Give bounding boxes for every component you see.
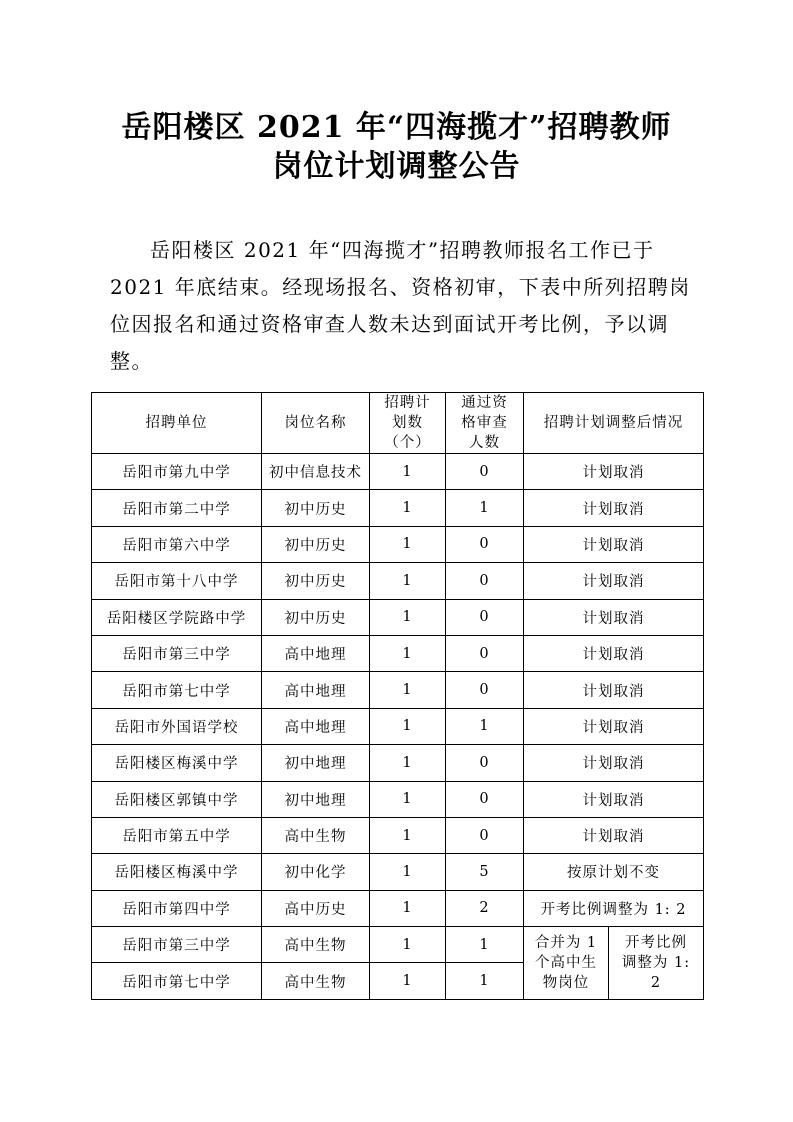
intro-line-1: 岳阳楼区 2021 年“四海揽才”招聘教师报名工作已于: [150, 238, 655, 262]
cell-unit: 岳阳楼区学院路中学: [92, 599, 262, 635]
table-row: [92, 599, 704, 635]
cell-passed: 0: [446, 781, 524, 817]
cell-post: 初中历史: [262, 563, 370, 599]
cell-post: 初中历史: [262, 599, 370, 635]
cell-passed: 1: [446, 927, 524, 963]
cell-passed: 0: [446, 745, 524, 781]
cell-passed: 1: [446, 490, 524, 526]
cell-passed: 0: [446, 526, 524, 562]
cell-result: 计划取消: [524, 781, 704, 817]
table-row: [92, 635, 704, 671]
table-row: [92, 708, 704, 744]
cell-post: 初中历史: [262, 526, 370, 562]
table-row: [92, 526, 704, 562]
intro-line-2: 2021 年底结束。经现场报名、资格初审，下表中所列招聘岗: [110, 275, 691, 299]
cell-result: 计划取消: [524, 708, 704, 744]
cell-unit: 岳阳市第二中学: [92, 490, 262, 526]
cell-plan: 1: [370, 817, 446, 853]
cell-passed: 1: [446, 963, 524, 999]
cell-result: 计划取消: [524, 672, 704, 708]
table-row: [92, 927, 704, 963]
cell-result: 计划取消: [524, 454, 704, 490]
cell-passed: 5: [446, 854, 524, 890]
cell-post: 高中生物: [262, 963, 370, 999]
table-row: [92, 672, 704, 708]
cell-unit: 岳阳市第五中学: [92, 817, 262, 853]
cell-passed: 2: [446, 890, 524, 926]
cell-unit: 岳阳市第九中学: [92, 454, 262, 490]
cell-plan: 1: [370, 745, 446, 781]
page-title-line1: 岳阳楼区 2021 年“四海揽才”招聘教师: [121, 110, 672, 145]
cell-passed: 0: [446, 672, 524, 708]
cell-passed: 0: [446, 817, 524, 853]
header-passed: 通过资格审查人数: [446, 393, 524, 454]
table-row: [92, 890, 704, 926]
cell-passed: 1: [446, 708, 524, 744]
cell-post: 高中历史: [262, 890, 370, 926]
cell-passed: 0: [446, 635, 524, 671]
table-row: [92, 781, 704, 817]
table-row: [92, 454, 704, 490]
cell-plan: 1: [370, 454, 446, 490]
cell-unit: 岳阳楼区郭镇中学: [92, 781, 262, 817]
cell-post: 初中历史: [262, 490, 370, 526]
header-unit: 招聘单位: [92, 393, 262, 454]
cell-plan: 1: [370, 599, 446, 635]
intro-line-4: 整。: [110, 349, 153, 373]
header-plan: 招聘计划数（个）: [370, 393, 446, 454]
cell-result: 开考比例调整为 1: 2: [524, 890, 704, 926]
cell-post: 高中生物: [262, 817, 370, 853]
cell-result: 计划取消: [524, 635, 704, 671]
cell-result: 计划取消: [524, 526, 704, 562]
cell-plan: 1: [370, 927, 446, 963]
cell-post: 初中地理: [262, 745, 370, 781]
cell-unit: 岳阳市外国语学校: [92, 708, 262, 744]
cell-result: 计划取消: [524, 817, 704, 853]
table-row: [92, 745, 704, 781]
cell-result: 按原计划不变: [524, 854, 704, 890]
table-row: [92, 854, 704, 890]
cell-post: 高中地理: [262, 672, 370, 708]
intro-line-3: 位因报名和通过资格审查人数未达到面试开考比例，予以调: [110, 312, 669, 336]
cell-plan: 1: [370, 563, 446, 599]
page-title-line2: 岗位计划调整公告: [272, 149, 521, 184]
cell-plan: 1: [370, 672, 446, 708]
table-row: [92, 817, 704, 853]
cell-unit: 岳阳市第三中学: [92, 635, 262, 671]
cell-merged-note: 合并为 1 个高中生物岗位: [524, 927, 609, 1000]
table-header-row: [92, 393, 704, 454]
recruitment-adjustment-table: [91, 392, 704, 1000]
cell-passed: 0: [446, 454, 524, 490]
table-row: [92, 563, 704, 599]
cell-unit: 岳阳楼区梅溪中学: [92, 745, 262, 781]
cell-result: 计划取消: [524, 745, 704, 781]
cell-result: 计划取消: [524, 599, 704, 635]
cell-plan: 1: [370, 490, 446, 526]
cell-plan: 1: [370, 635, 446, 671]
cell-plan: 1: [370, 781, 446, 817]
cell-unit: 岳阳市第十八中学: [92, 563, 262, 599]
cell-unit: 岳阳市第三中学: [92, 927, 262, 963]
cell-unit: 岳阳市第四中学: [92, 890, 262, 926]
cell-unit: 岳阳市第六中学: [92, 526, 262, 562]
cell-plan: 1: [370, 963, 446, 999]
cell-plan: 1: [370, 708, 446, 744]
cell-post: 高中地理: [262, 635, 370, 671]
cell-plan: 1: [370, 526, 446, 562]
cell-passed: 0: [446, 599, 524, 635]
cell-post: 高中生物: [262, 927, 370, 963]
cell-post: 高中地理: [262, 708, 370, 744]
cell-post: 初中地理: [262, 781, 370, 817]
header-result: 招聘计划调整后情况: [524, 393, 704, 454]
cell-plan: 1: [370, 890, 446, 926]
cell-unit: 岳阳市第七中学: [92, 963, 262, 999]
cell-post: 初中信息技术: [262, 454, 370, 490]
cell-unit: 岳阳市第七中学: [92, 672, 262, 708]
cell-result: 计划取消: [524, 490, 704, 526]
table-row: [92, 490, 704, 526]
cell-merged-ratio: 开考比例调整为 1: 2: [609, 927, 704, 1000]
cell-unit: 岳阳楼区梅溪中学: [92, 854, 262, 890]
cell-post: 初中化学: [262, 854, 370, 890]
cell-passed: 0: [446, 563, 524, 599]
cell-result: 计划取消: [524, 563, 704, 599]
header-post: 岗位名称: [262, 393, 370, 454]
cell-plan: 1: [370, 854, 446, 890]
